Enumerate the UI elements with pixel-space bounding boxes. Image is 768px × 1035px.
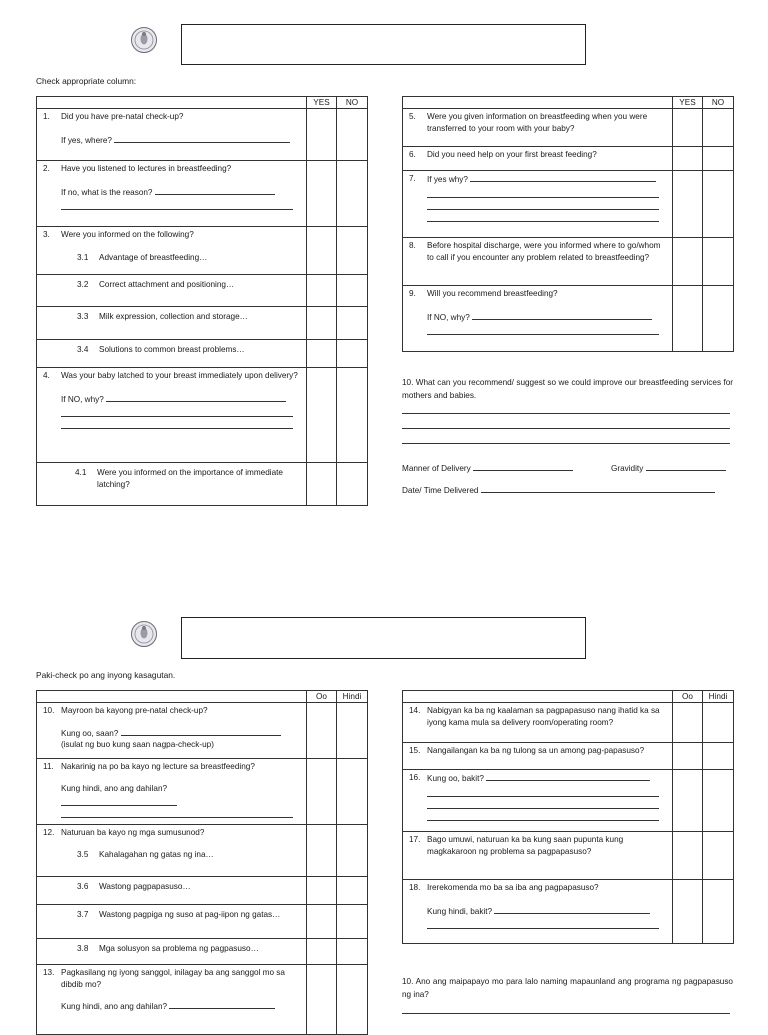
yes-checkbox-q4-1[interactable] bbox=[307, 463, 337, 506]
answer-line[interactable] bbox=[61, 794, 177, 806]
question-10: Mayroon ba kayong pre-natal check-up? bbox=[61, 706, 208, 715]
answer-line[interactable] bbox=[402, 1013, 730, 1014]
oo-checkbox-q3-7[interactable] bbox=[307, 905, 337, 939]
answer-line[interactable] bbox=[427, 198, 659, 210]
no-checkbox-q4[interactable] bbox=[337, 368, 368, 463]
answer-line[interactable] bbox=[61, 417, 293, 429]
answer-line[interactable] bbox=[106, 393, 286, 402]
question-3-2: Correct attachment and positioning… bbox=[99, 280, 235, 289]
questionnaire-table-left-filipino: Oo Hindi 10. Mayroon ba kayong pre-natal check-up? Kung oo, saan? (isulat ng buo kung saan nagpa-check-up) 11. Nakarinig na po ba kayo ng lecture sa breastfeeding? Kung hindi, ano ang dahilan? 12. Naturuan ba kayo ng mga sumusunod? 3.5 Kahalagahan ng gatas ng ina… 3.6 Wastong pagpapasuso… 3.7 Wastong pagpiga ng suso at pag-iipon ng gatas… 3.8 Mga solusyon sa problema ng pagpasuso… 13. Pagkasilang ng iyong sanggol, inilagay ba ang sanggol mo sa dibdib mo? Kung hindi, ano ang dahilan? bbox=[36, 690, 368, 1035]
oo-column-header: Oo bbox=[673, 691, 703, 703]
yes-checkbox-q3-4[interactable] bbox=[307, 340, 337, 368]
oo-checkbox-q17[interactable] bbox=[673, 832, 703, 880]
oo-checkbox-q16[interactable] bbox=[673, 770, 703, 832]
answer-line[interactable] bbox=[61, 405, 293, 417]
question-3-6: Wastong pagpapasuso… bbox=[99, 882, 191, 891]
question-6: Did you need help on your first breast feeding? bbox=[427, 150, 597, 159]
yes-checkbox-q3-1[interactable] bbox=[307, 227, 337, 275]
gravidity-field[interactable] bbox=[646, 462, 726, 471]
questionnaire-table-right: YES NO 5. Were you given information on breastfeeding when you were transferred to your room with your baby? 6. Did you need help on your first breast feeding? 7. If yes why? 8. Before hospital discharge, were you informed where to go/whom to call if you encounter any problem related to breastfeeding? 9. Will you recommend breastfeeding? If NO, why? bbox=[402, 96, 734, 352]
manner-of-delivery-label: Manner of Delivery bbox=[402, 464, 471, 473]
question-4-1: Were you informed on the importance of immediate latching? bbox=[97, 468, 283, 489]
question-10-note: (isulat ng buo kung saan nagpa-check-up) bbox=[61, 740, 214, 750]
oo-checkbox-q3-5[interactable] bbox=[307, 825, 337, 877]
question-10-suggestion-filipino: 10. Ano ang maipapayo mo para lalo naming mapaunland ang programa ng pagpapasuso ng ina? bbox=[402, 977, 733, 999]
hindi-checkbox-q13[interactable] bbox=[337, 965, 368, 1035]
hindi-checkbox-q18[interactable] bbox=[703, 880, 734, 944]
instruction-text: Check appropriate column: bbox=[36, 76, 137, 86]
answer-line[interactable] bbox=[402, 413, 730, 414]
no-checkbox-q8[interactable] bbox=[703, 238, 734, 286]
question-2: Have you listened to lectures in breastfeeding? bbox=[61, 164, 232, 173]
answer-line[interactable] bbox=[472, 311, 652, 320]
oo-checkbox-q15[interactable] bbox=[673, 743, 703, 770]
date-time-delivered-label: Date/ Time Delivered bbox=[402, 486, 479, 495]
hindi-column-header: Hindi bbox=[337, 691, 368, 703]
question-9: Will you recommend breastfeeding? bbox=[427, 289, 558, 298]
answer-line[interactable] bbox=[486, 772, 650, 781]
no-checkbox-q4-1[interactable] bbox=[337, 463, 368, 506]
instruction-text: Paki-check po ang inyong kasagutan. bbox=[36, 670, 176, 680]
hospital-seal-logo bbox=[130, 26, 158, 54]
hindi-checkbox-q11[interactable] bbox=[337, 759, 368, 825]
answer-line[interactable] bbox=[427, 210, 659, 222]
no-checkbox-q6[interactable] bbox=[703, 147, 734, 171]
no-checkbox-q5[interactable] bbox=[703, 109, 734, 147]
yes-checkbox-q1[interactable] bbox=[307, 109, 337, 161]
yes-checkbox-q4[interactable] bbox=[307, 368, 337, 463]
question-3-5: Kahalagahan ng gatas ng ina… bbox=[99, 849, 214, 859]
oo-checkbox-q14[interactable] bbox=[673, 703, 703, 743]
hindi-column-header: Hindi bbox=[703, 691, 734, 703]
question-7: If yes why? bbox=[427, 175, 468, 184]
yes-checkbox-q5[interactable] bbox=[673, 109, 703, 147]
question-3: Were you informed on the following? bbox=[61, 230, 194, 239]
hindi-checkbox-q3-8[interactable] bbox=[337, 939, 368, 965]
yes-column-header: YES bbox=[307, 97, 337, 109]
no-checkbox-q7[interactable] bbox=[703, 171, 734, 238]
yes-checkbox-q6[interactable] bbox=[673, 147, 703, 171]
question-8: Before hospital discharge, were you informed where to go/whom to call if you encounter any problem related to breastfeeding? bbox=[427, 241, 661, 262]
oo-checkbox-q11[interactable] bbox=[307, 759, 337, 825]
hindi-checkbox-q17[interactable] bbox=[703, 832, 734, 880]
oo-checkbox-q13[interactable] bbox=[307, 965, 337, 1035]
yes-checkbox-q2[interactable] bbox=[307, 161, 337, 227]
yes-checkbox-q3-3[interactable] bbox=[307, 307, 337, 340]
yes-checkbox-q3-2[interactable] bbox=[307, 275, 337, 307]
question-11: Nakarinig na po ba kayo ng lecture sa breastfeeding? bbox=[61, 762, 255, 771]
questionnaire-table-left: YES NO 1. Did you have pre-natal check-up? If yes, where? 2. Have you listened to lectures in breastfeeding? If no, what is the reason? 3. Were you informed on the following? 3.1 Advantage of breastfeeding… 3.2 Correct attachment and positioning… 3.3 Milk expression, collection and storage… 3.4 Solutions to common breast problems… 4. Was your baby latched to your breast immediately upon delivery? If NO, why? 4.1 Were you informed on the importance of immediate latching? bbox=[36, 96, 368, 506]
question-18: Irerekomenda mo ba sa iba ang pagpapasuso? bbox=[427, 883, 599, 892]
answer-line[interactable] bbox=[427, 186, 659, 198]
question-5: Were you given information on breastfeeding when you were transferred to your room with your baby? bbox=[427, 112, 648, 133]
question-1: Did you have pre-natal check-up? bbox=[61, 112, 184, 121]
answer-line[interactable] bbox=[402, 443, 730, 444]
questionnaire-table-right-filipino: Oo Hindi 14. Nabigyan ka ba ng kaalaman sa pagpapasuso nang ihatid ka sa iyong kama mula sa delivery room/operating room? 15. Nangailangan ka ba ng tulong sa un among pag-papasuso? 16. Kung oo, bakit? 17. Bago umuwi, naturuan ka ba kung saan pupunta kung magkakaroon ng problema sa pagpapasuso? 18. Irerekomenda mo ba sa iba ang pagpapasuso? Kung hindi, bakit? bbox=[402, 690, 734, 944]
oo-column-header: Oo bbox=[307, 691, 337, 703]
oo-checkbox-q3-6[interactable] bbox=[307, 877, 337, 905]
answer-line[interactable] bbox=[427, 917, 659, 929]
manner-of-delivery-field[interactable] bbox=[473, 462, 573, 471]
hindi-checkbox-q10[interactable] bbox=[337, 703, 368, 759]
form-title-box bbox=[181, 617, 586, 659]
answer-line[interactable] bbox=[61, 198, 293, 210]
no-checkbox-q9[interactable] bbox=[703, 286, 734, 352]
question-3-3: Milk expression, collection and storage… bbox=[99, 312, 248, 321]
hindi-checkbox-q14[interactable] bbox=[703, 703, 734, 743]
yes-checkbox-q9[interactable] bbox=[673, 286, 703, 352]
oo-checkbox-q3-8[interactable] bbox=[307, 939, 337, 965]
no-checkbox-q3-3[interactable] bbox=[337, 307, 368, 340]
no-checkbox-q3-4[interactable] bbox=[337, 340, 368, 368]
question-17: Bago umuwi, naturuan ka ba kung saan pupunta kung magkakaroon ng problema sa pagpapasuso? bbox=[427, 835, 624, 856]
no-column-header: NO bbox=[337, 97, 368, 109]
question-3-1: Advantage of breastfeeding… bbox=[99, 252, 208, 262]
hindi-checkbox-q3-5[interactable] bbox=[337, 825, 368, 877]
answer-line[interactable] bbox=[470, 173, 656, 182]
question-4: Was your baby latched to your breast immediately upon delivery? bbox=[61, 371, 298, 380]
gravidity-label: Gravidity bbox=[611, 464, 644, 473]
answer-line[interactable] bbox=[155, 186, 275, 195]
yes-checkbox-q8[interactable] bbox=[673, 238, 703, 286]
question-16: Kung oo, bakit? bbox=[427, 774, 484, 783]
no-checkbox-q1[interactable] bbox=[337, 109, 368, 161]
form-title-box bbox=[181, 24, 586, 65]
answer-line[interactable] bbox=[427, 797, 659, 809]
question-3-8: Mga solusyon sa problema ng pagpasuso… bbox=[99, 944, 259, 953]
oo-checkbox-q10[interactable] bbox=[307, 703, 337, 759]
answer-line[interactable] bbox=[427, 323, 659, 335]
question-10-suggestion: 10. What can you recommend/ suggest so we could improve our breastfeeding services for mothers and babies. bbox=[402, 378, 733, 400]
no-checkbox-q2[interactable] bbox=[337, 161, 368, 227]
hindi-checkbox-q16[interactable] bbox=[703, 770, 734, 832]
yes-checkbox-q7[interactable] bbox=[673, 171, 703, 238]
no-column-header: NO bbox=[703, 97, 734, 109]
answer-line[interactable] bbox=[114, 134, 290, 143]
hindi-checkbox-q3-6[interactable] bbox=[337, 877, 368, 905]
answer-line[interactable] bbox=[169, 1000, 275, 1009]
question-14: Nabigyan ka ba ng kaalaman sa pagpapasuso nang ihatid ka sa iyong kama mula sa delivery room/operating room? bbox=[427, 706, 660, 727]
question-12: Naturuan ba kayo ng mga sumusunod? bbox=[61, 828, 205, 837]
oo-checkbox-q18[interactable] bbox=[673, 880, 703, 944]
answer-line[interactable] bbox=[427, 809, 659, 821]
hindi-checkbox-q3-7[interactable] bbox=[337, 905, 368, 939]
hindi-checkbox-q15[interactable] bbox=[703, 743, 734, 770]
hospital-seal-logo bbox=[130, 620, 158, 648]
question-3-7: Wastong pagpiga ng suso at pag-iipon ng gatas… bbox=[99, 910, 281, 919]
no-checkbox-q3-1[interactable] bbox=[337, 227, 368, 275]
answer-line[interactable] bbox=[427, 785, 659, 797]
question-13: Pagkasilang ng iyong sanggol, inilagay ba ang sanggol mo sa dibdib mo? bbox=[61, 968, 285, 989]
date-time-delivered-field[interactable] bbox=[481, 484, 715, 493]
answer-line[interactable] bbox=[121, 727, 281, 736]
answer-line[interactable] bbox=[61, 806, 293, 818]
question-15: Nangailangan ka ba ng tulong sa un among pag-papasuso? bbox=[427, 746, 645, 755]
answer-line[interactable] bbox=[494, 905, 650, 914]
no-checkbox-q3-2[interactable] bbox=[337, 275, 368, 307]
question-3-4: Solutions to common breast problems… bbox=[99, 345, 245, 354]
answer-line[interactable] bbox=[402, 428, 730, 429]
yes-column-header: YES bbox=[673, 97, 703, 109]
